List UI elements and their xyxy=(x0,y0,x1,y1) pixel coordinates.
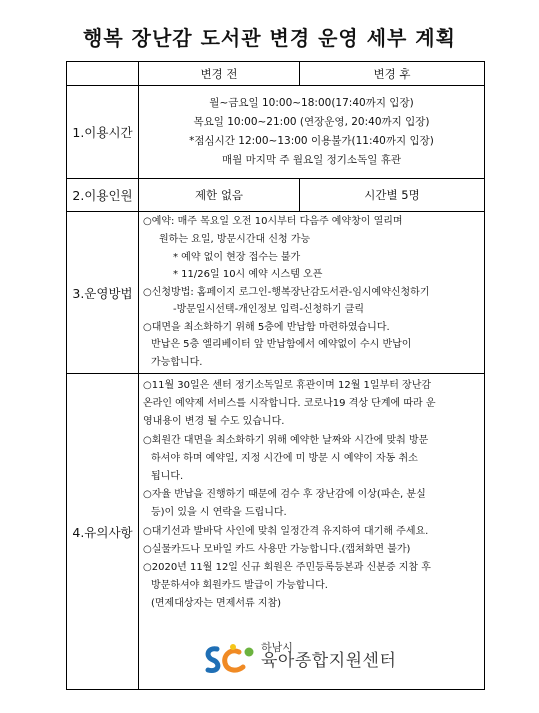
logo-center-name: 육아종합지원센터 xyxy=(261,651,397,671)
method-line: ○신청방법: 홈페이지 로그인-행복장난감도서관-임시예약신청하기 xyxy=(143,286,430,298)
method-line: ○대면을 최소화하기 위해 5층에 반납함 마련하였습니다. xyxy=(143,321,390,333)
document-title: 행복 장난감 도서관 변경 운영 세부 계획 xyxy=(83,26,456,50)
hours-line: *점심시간 12:00~13:00 이용불가(11:40까지 입장) xyxy=(189,135,434,147)
notes-line: ○자율 반납을 진행하기 때문에 검수 후 장난감에 이상(파손, 분실 xyxy=(143,489,426,501)
method-line: * 11/26일 10시 예약 시스템 오픈 xyxy=(173,269,323,281)
hours-content xyxy=(139,86,485,179)
notes-line: ○2020년 11월 12일 신규 회원은 주민등록등본과 신분증 지참 후 xyxy=(143,562,431,574)
hours-line: 월~금요일 10:00~18:00(17:40까지 입장) xyxy=(209,97,414,109)
method-content xyxy=(139,212,485,374)
header-after: 변경 후 xyxy=(300,62,485,86)
method-line: -방문일시선택-개인정보 입력-신청하기 클릭 xyxy=(173,304,365,316)
notes-line: ○11월 30일은 센터 정기소독일로 휴관이며 12월 1일부터 장난감 xyxy=(143,380,432,391)
notes-line: ○대기선과 발바닥 사인에 맞춰 일정간격 유지하여 대기해 주세요. xyxy=(143,525,429,537)
hours-line: 목요일 10:00~21:00 (연장운영, 20:40까지 입장) xyxy=(193,116,430,128)
hours-line: 매월 마지막 주 월요일 정기소독일 휴관 xyxy=(222,154,401,166)
notes-content xyxy=(139,374,485,690)
method-label: 3.운영방법 xyxy=(67,212,139,374)
hours-label: 1.이용시간 xyxy=(67,86,139,179)
visitors-after: 시간별 5명 xyxy=(300,179,485,212)
notes-line: ○실물카드나 모바일 카드 사용만 가능합니다.(캡쳐화면 불가) xyxy=(143,543,411,555)
method-line: 원하는 요일, 방문시간대 신청 가능 xyxy=(159,233,311,245)
method-line: * 예약 없이 현장 접수는 불가 xyxy=(173,251,301,263)
notes-line: 등)이 있을 시 연락을 드립니다. xyxy=(151,507,287,519)
visitors-before: 제한 없음 xyxy=(139,179,300,212)
notes-label: 4.유의사항 xyxy=(67,374,139,690)
method-line: 가능합니다. xyxy=(151,357,203,369)
notes-row xyxy=(67,374,485,690)
visitors-row xyxy=(67,179,485,212)
notes-line: 하셔야 하며 예약일, 지정 시간에 미 방문 시 예약이 자동 취소 xyxy=(151,452,418,464)
header-row xyxy=(67,62,485,86)
visitors-label: 2.이용인원 xyxy=(67,179,139,212)
method-lines xyxy=(143,213,480,371)
method-row xyxy=(67,212,485,374)
notes-line: (면제대상자는 면제서류 지참) xyxy=(151,598,282,610)
header-empty-cell xyxy=(67,62,139,86)
logo-city: 하남시 xyxy=(261,641,293,654)
header-before: 변경 전 xyxy=(139,62,300,86)
center-logo xyxy=(203,639,423,681)
notes-lines xyxy=(143,377,480,614)
hours-row xyxy=(67,86,485,179)
plan-table xyxy=(66,61,485,690)
method-line: ○예약: 매주 목요일 오전 10시부터 다음주 예약창이 열리며 xyxy=(143,216,403,228)
method-line: 반납은 5층 엘리베이터 앞 반납함에서 예약없이 수시 반납이 xyxy=(151,339,412,351)
notes-line: 영내용이 변경 될 수도 있습니다. xyxy=(143,416,285,428)
notes-line: 방문하셔야 회원카드 발급이 가능합니다. xyxy=(151,580,328,592)
notes-line: 됩니다. xyxy=(151,471,184,483)
notes-line: ○회원간 대면을 최소화하기 위해 예약한 날짜와 시간에 맞춰 방문 xyxy=(143,434,429,446)
notes-line: 온라인 예약제 서비스를 시작합니다. 코로나19 격상 단계에 따라 운 xyxy=(143,398,436,410)
center-logo-icon xyxy=(203,643,259,677)
